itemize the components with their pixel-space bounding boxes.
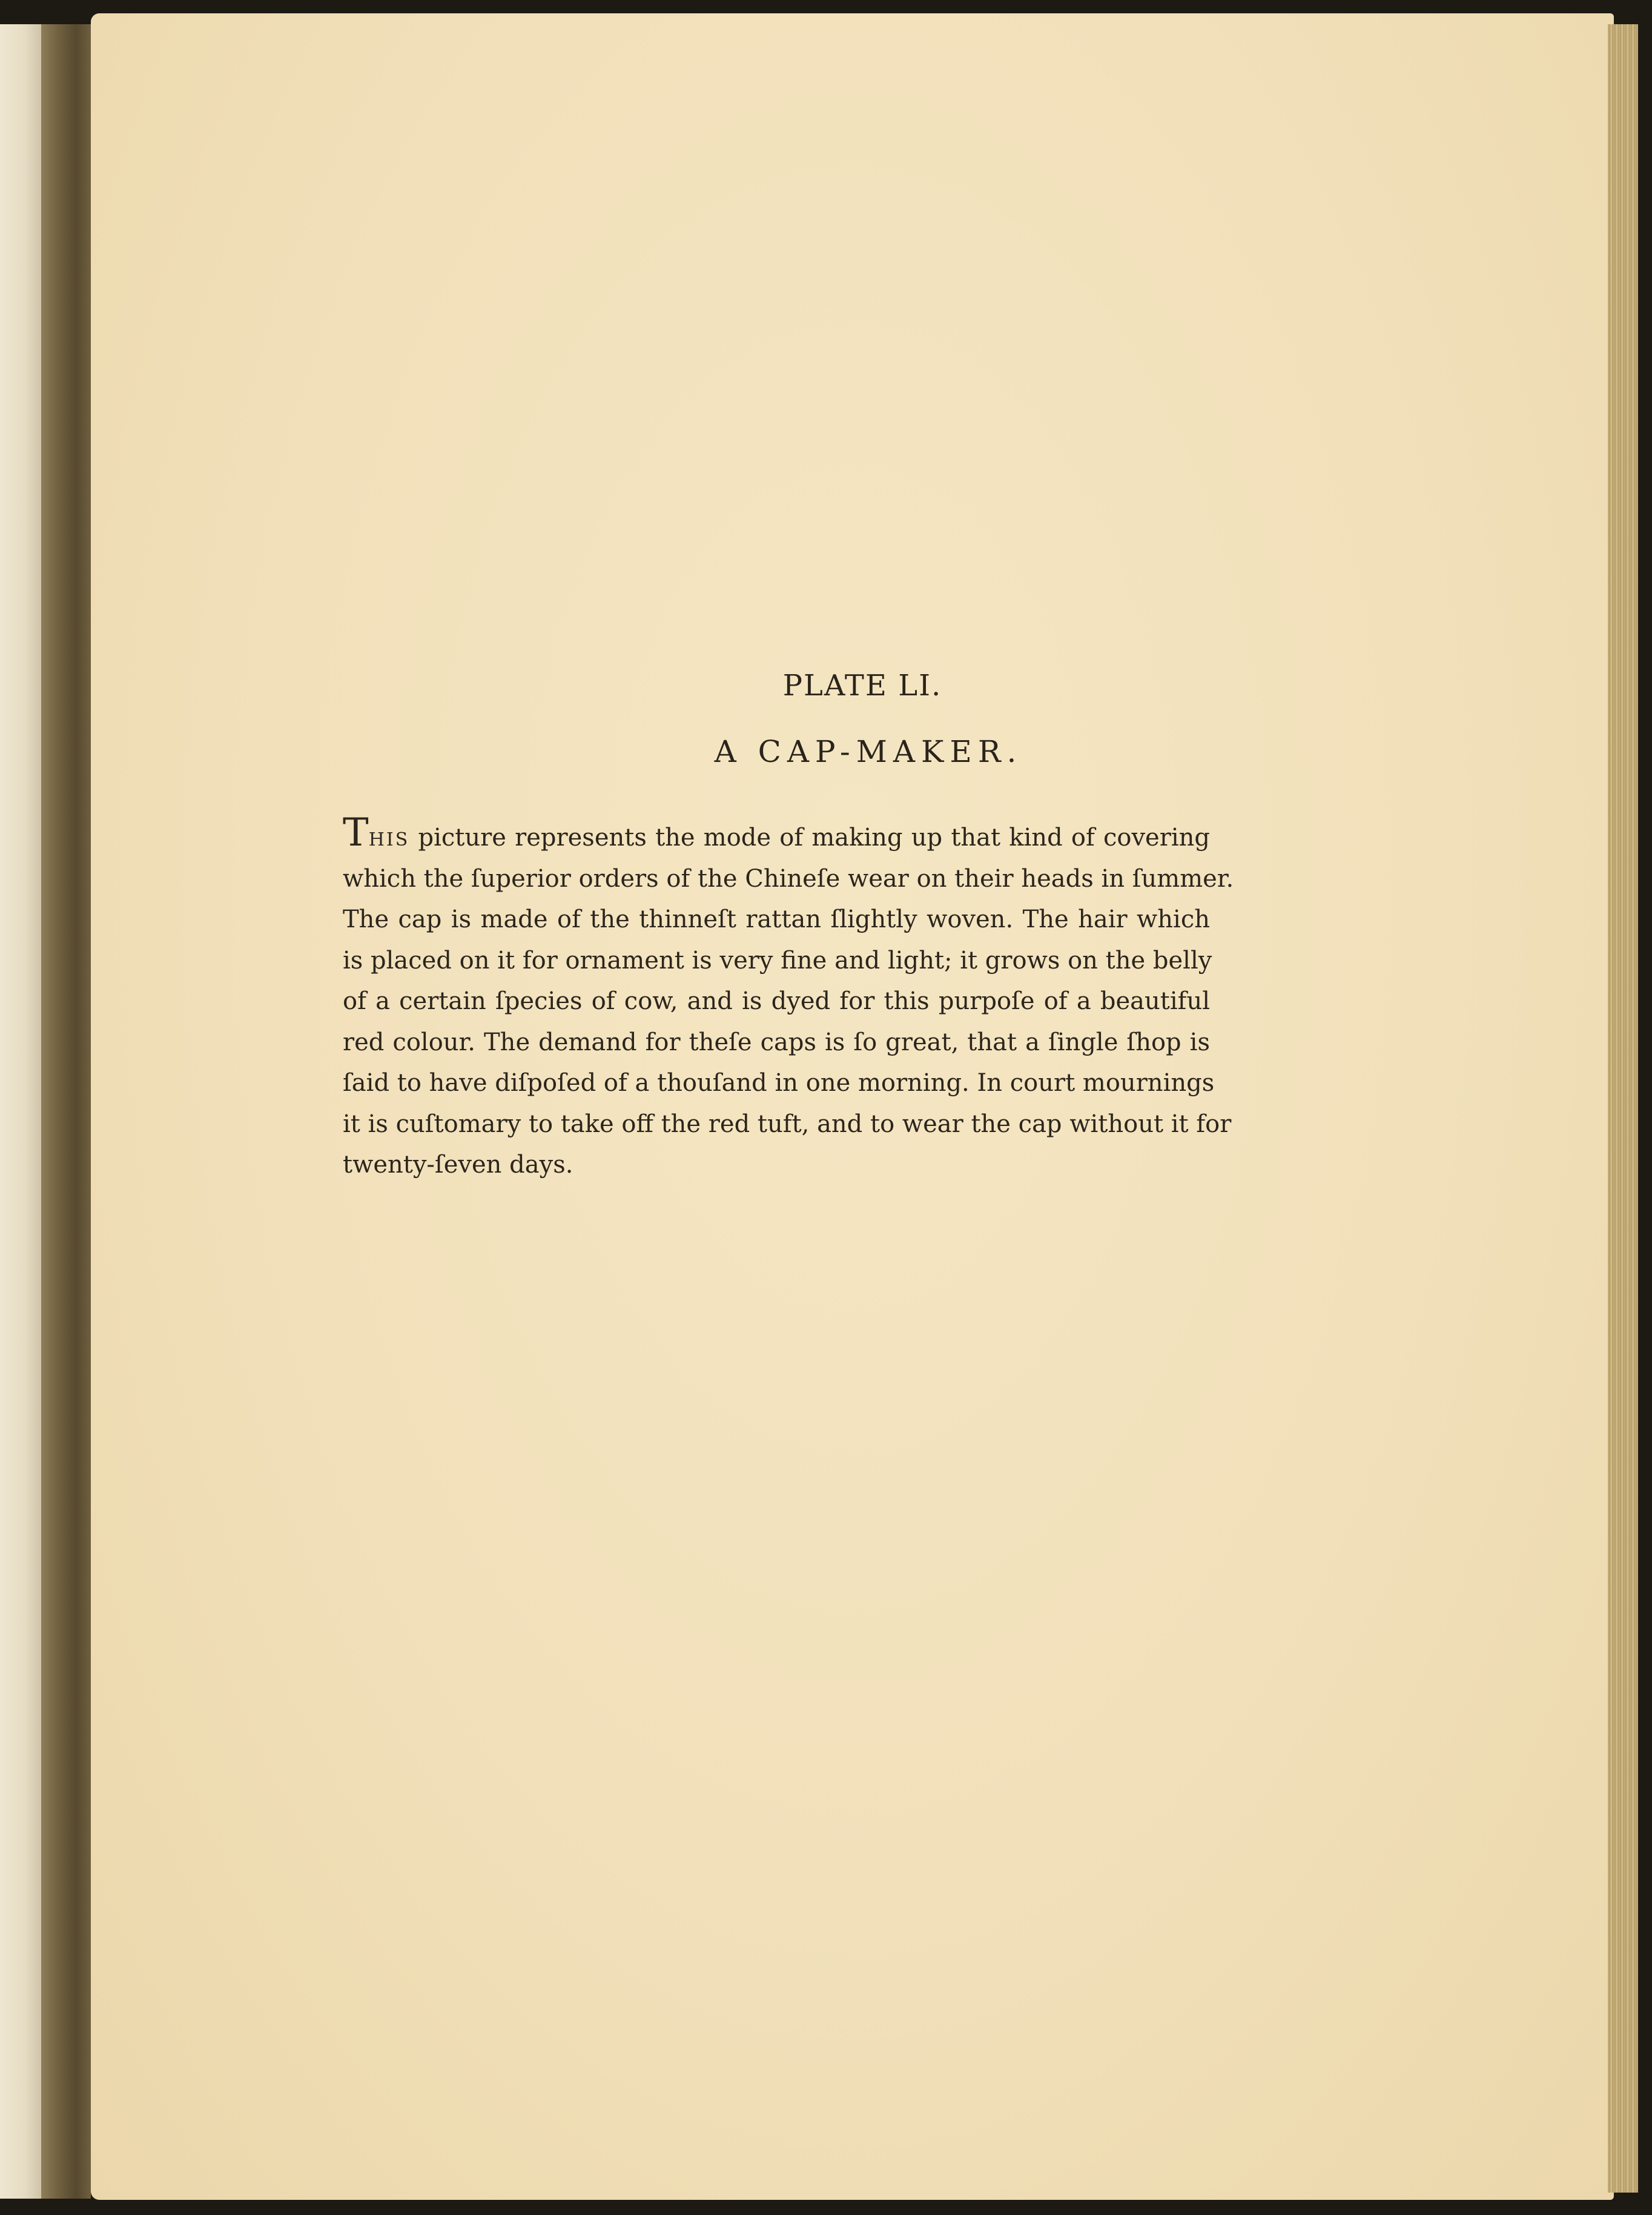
plate-subtitle: A CAP-MAKER.: [714, 734, 1023, 769]
text-line-9: twenty-ſeven days.: [343, 1151, 573, 1179]
text-line-2: which the ſuperior orders of the Chineſe wear on their heads in ſummer.: [343, 864, 1234, 893]
plate-title: PLATE LI.: [782, 669, 942, 703]
text-line-3: The cap is made of the thinneſt rattan ſlightly woven. The hair which: [343, 906, 1210, 933]
text-line-8: it is cuſtomary to take off the red tuft, and to wear the cap without it for: [343, 1110, 1232, 1138]
text-line-4: is placed on it for ornament is very fine and light; it grows on the belly: [343, 946, 1212, 975]
body-paragraph: [343, 810, 1234, 1186]
drop-cap: T: [343, 810, 369, 855]
text-line-1: [343, 810, 1211, 859]
previous-page-edge: [0, 24, 41, 2199]
text-line-5: of a certain ſpecies of cow, and is dyed for this purpoſe of a beautiful: [343, 987, 1210, 1015]
first-word-smallcaps: HIS: [368, 829, 410, 850]
text-line-7: ſaid to have diſpoſed of a thouſand in one morning. In court mournings: [343, 1069, 1215, 1097]
page-stack-edge: [1608, 24, 1638, 2193]
line-1-text: picture represents the mode of making up that kind of covering: [418, 824, 1211, 852]
book-gutter: [41, 24, 91, 2199]
text-line-6: red colour. The demand for theſe caps is ſo great, that a ſingle ſhop is: [343, 1028, 1210, 1056]
